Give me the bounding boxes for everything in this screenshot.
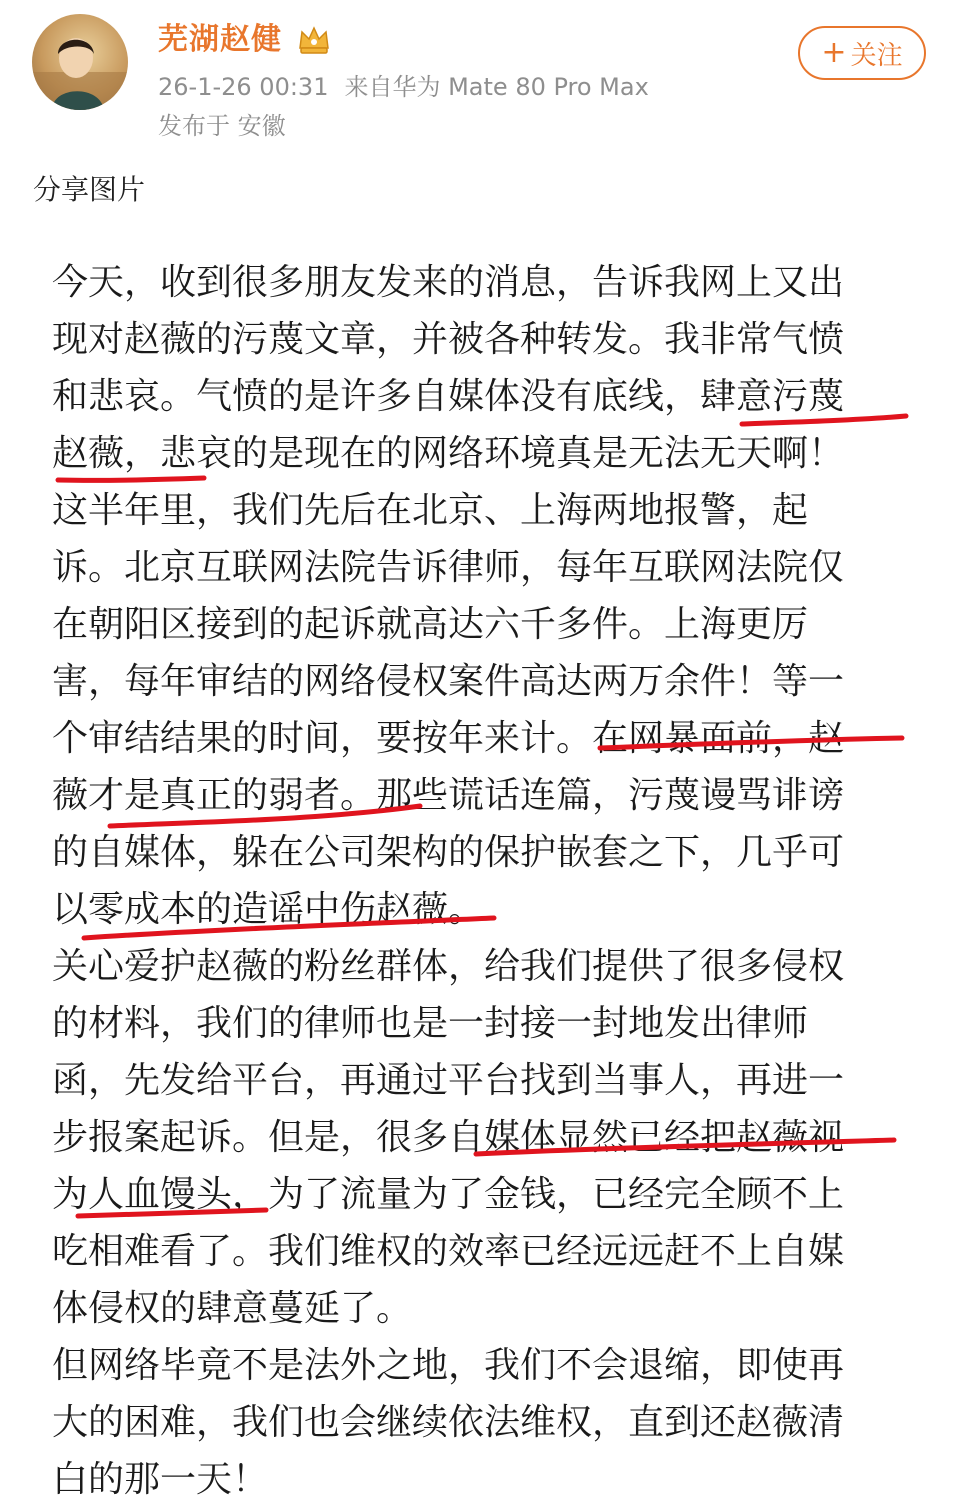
article-line: 这半年里，我们先后在北京、上海两地报警，起 [52, 490, 809, 531]
post-location: 发布于 安徽 [158, 112, 286, 140]
article-line: 个审结结果的时间，要按年来计。在网暴面前，赵 [52, 718, 845, 759]
article-line: 以零成本的造谣中伤赵薇。 [52, 889, 485, 930]
article-line: 但网络毕竟不是法外之地，我们不会退缩，即使再 [52, 1345, 845, 1386]
post-header [0, 0, 960, 150]
avatar-photo [32, 14, 128, 110]
article-line: 赵薇，悲哀的是现在的网络环境真是无法无天啊！ [52, 433, 845, 474]
article-line: 关心爱护赵薇的粉丝群体，给我们提供了很多侵权 [52, 946, 845, 987]
article-line: 为人血馒头，为了流量为了金钱，已经完全顾不上 [52, 1174, 845, 1215]
article-image-text[interactable] [52, 254, 900, 1508]
article-line: 薇才是真正的弱者。那些谎话连篇，污蔑谩骂诽谤 [52, 775, 845, 816]
avatar[interactable] [32, 14, 128, 110]
article-line: 的材料，我们的律师也是一封接一封地发出律师 [52, 1003, 809, 1044]
crown-badge-icon [296, 22, 332, 58]
article-line: 在朝阳区接到的起诉就高达六千多件。上海更厉 [52, 604, 809, 645]
article-line: 吃相难看了。我们维权的效率已经远远赶不上自媒 [52, 1231, 845, 1272]
author-name[interactable]: 芜湖赵健 [158, 22, 282, 57]
post-source: 来自华为 Mate 80 Pro Max [344, 73, 649, 101]
article-line: 害，每年审结的网络侵权案件高达两万余件！等一 [52, 661, 845, 702]
article-line: 的自媒体，躲在公司架构的保护嵌套之下，几乎可 [52, 832, 845, 873]
post-caption: 分享图片 [33, 173, 146, 206]
article-line: 现对赵薇的污蔑文章，并被各种转发。我非常气愤 [52, 319, 845, 360]
plus-icon: + [821, 35, 847, 70]
article-line: 函，先发给平台，再通过平台找到当事人，再进一 [52, 1060, 845, 1101]
post-timestamp: 26-1-26 00:31 [158, 73, 329, 101]
follow-button[interactable] [798, 26, 926, 80]
follow-label: 关注 [850, 40, 903, 71]
article-line: 今天，收到很多朋友发来的消息，告诉我网上又出 [52, 262, 845, 303]
article-line: 体侵权的肆意蔓延了。 [52, 1288, 413, 1329]
article-line: 步报案起诉。但是，很多自媒体显然已经把赵薇视 [52, 1117, 845, 1158]
article-line: 白的那一天！ [52, 1459, 269, 1500]
post-meta [158, 70, 649, 104]
article-line: 和悲哀。气愤的是许多自媒体没有底线，肆意污蔑 [52, 376, 845, 417]
article-line: 大的困难，我们也会继续依法维权，直到还赵薇清 [52, 1402, 845, 1443]
article-line: 诉。北京互联网法院告诉律师，每年互联网法院仅 [52, 547, 845, 588]
